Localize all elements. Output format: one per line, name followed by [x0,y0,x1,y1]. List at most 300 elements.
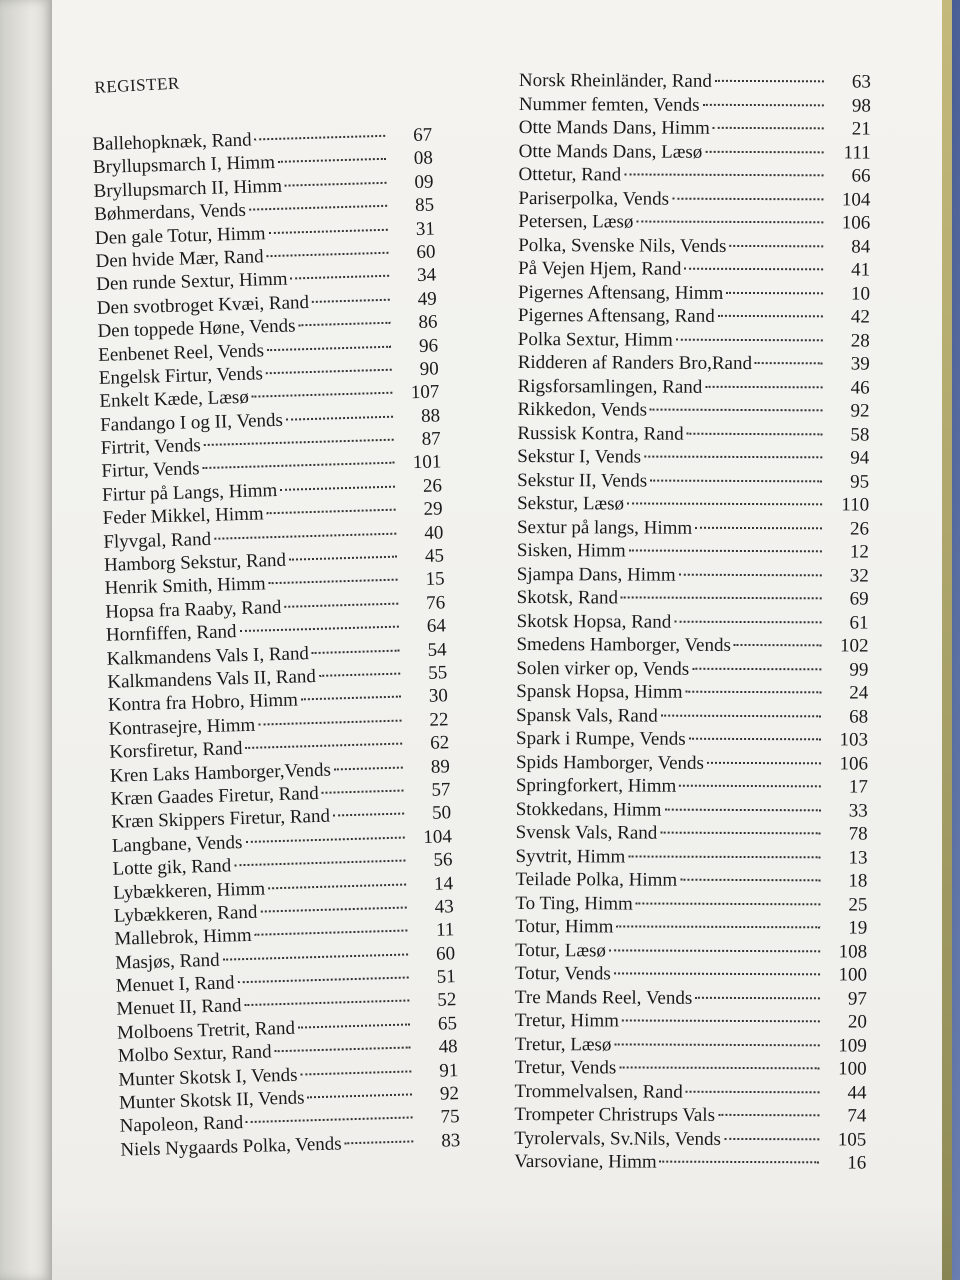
entry-page-number: 62 [429,732,450,754]
entry-page-number: 109 [838,1034,867,1057]
entry-title: Den svotbroget Kvæi, Rand [96,291,310,319]
entry-title: Tretur, Vends [514,1056,617,1079]
dot-leader [628,855,820,858]
index-entry [514,1126,866,1151]
entry-page-number: 31 [415,218,436,240]
dot-leader [726,291,823,293]
dot-leader [244,1000,409,1007]
index-entry [515,915,867,940]
index-entry [514,1103,866,1128]
entry-title: Mallebrok, Himm [114,925,252,950]
entry-page-number: 43 [434,896,455,918]
entry-title: Spansk Vals, Rand [516,704,658,727]
dot-leader [624,173,823,176]
entry-page-number: 101 [412,451,442,474]
entry-title: Kren Laks Hamborger,Vends [109,759,332,787]
entry-title: Smedens Hamborger, Vends [516,633,731,656]
entry-title: Totur, Himm [515,915,614,938]
dot-leader [203,462,395,469]
dot-leader [249,205,387,211]
entry-page-number: 13 [848,846,868,869]
dot-leader [644,456,822,459]
entry-title: Hamborg Sekstur, Rand [103,549,287,576]
entry-title: Nummer femten, Vends [518,93,700,116]
index-entry [518,304,870,329]
entry-title: Henrik Smith, Himm [104,573,266,600]
index-entry [514,1079,866,1104]
entry-title: Skotsk Hopsa, Rand [516,610,672,633]
index-entry [517,468,869,493]
entry-title: Korsfiretur, Rand [109,738,243,763]
entry-title: Molbo Sextur, Rand [117,1041,272,1067]
entry-page-number: 86 [418,311,438,334]
dot-leader [702,103,823,106]
dot-leader [252,392,393,398]
dot-leader [334,766,403,770]
dot-leader [268,228,387,233]
entry-title: Norsk Rheinländer, Rand [518,69,712,92]
index-entry [516,656,868,681]
entry-title: Skotsk, Rand [516,586,619,609]
entry-title: Kalkmandens Vals I, Rand [106,642,310,670]
entry-page-number: 98 [851,94,871,117]
entry-page-number: 56 [433,849,453,871]
entry-page-number: 99 [849,658,869,681]
entry-title: Sextur på langs, Himm [516,516,693,539]
index-entry [517,609,869,634]
register-heading: REGISTER [94,73,181,97]
entry-page-number: 17 [848,776,868,798]
entry-title: Engelsk Firtur, Vends [98,363,264,389]
entry-page-number: 12 [849,541,869,563]
entry-title: Molboens Tretrit, Rand [116,1017,296,1044]
entry-title: Munter Skotsk II, Vends [118,1087,305,1114]
entry-page-number: 104 [422,825,453,848]
entry-title: Den runde Sextur, Himm [95,268,288,296]
dot-leader [705,150,823,153]
dot-leader [298,322,390,327]
entry-title: Flyvgal, Rand [103,528,212,553]
index-entry [516,797,868,822]
entry-title: Polka Sextur, Himm [517,328,673,351]
entry-title: Varsoviane, Himm [514,1150,657,1173]
dot-leader [718,1114,819,1116]
entry-title: Feder Mikkel, Himm [102,503,264,530]
entry-title: Solen virker op, Vends [516,657,690,680]
dot-leader [705,385,822,388]
entry-title: Ridderen af Randers Bro,Rand [517,351,753,375]
dot-leader [234,860,405,867]
dot-leader [674,620,821,623]
dot-leader [695,526,822,529]
entry-title: Den hvide Mær, Rand [95,246,264,272]
entry-page-number: 61 [849,611,869,634]
dot-leader [322,789,404,793]
entry-page-number: 67 [412,124,433,147]
entry-title: Fandango I og II, Vends [99,409,284,436]
entry-title: Sisken, Himm [516,539,626,562]
dot-leader [312,649,400,653]
entry-page-number: 51 [436,966,456,988]
entry-title: Tretur, Himm [514,1009,620,1032]
index-entry [517,515,869,540]
entry-title: Springforkert, Himm [515,774,677,797]
entry-page-number: 65 [437,1013,458,1035]
dot-leader [718,315,823,317]
entry-page-number: 18 [848,870,868,892]
entry-title: Spansk Hopsa, Himm [516,680,683,703]
dot-leader [278,158,386,163]
index-entry [516,774,868,799]
entry-title: Totur, Læsø [515,939,607,961]
index-entry [518,210,870,235]
entry-title: Kontra fra Hobro, Himm [107,689,299,717]
dot-leader [319,673,400,677]
entry-page-number: 57 [431,779,451,801]
dot-leader [609,949,820,952]
dot-leader [333,813,404,817]
entry-page-number: 68 [849,705,869,728]
entry-title: Syvtrit, Himm [515,845,626,867]
entry-page-number: 85 [414,194,435,217]
dot-leader [622,1019,820,1022]
dot-leader [255,135,386,141]
dot-leader [239,626,398,632]
dot-leader [245,743,402,749]
entry-page-number: 14 [433,872,454,895]
entry-page-number: 40 [424,521,444,544]
entry-page-number: 55 [427,662,448,684]
dot-leader [679,785,821,788]
dot-leader [724,1137,819,1139]
index-entry [516,727,868,752]
entry-title: Firtrit, Vends [100,435,202,459]
entry-page-number: 111 [843,141,871,164]
entry-page-number: 58 [850,423,870,446]
entry-page-number: 104 [841,188,871,211]
index-entry [516,680,868,705]
index-column-right [514,69,871,1175]
entry-page-number: 110 [841,494,870,516]
entry-title: Petersen, Læsø [518,210,634,233]
index-entry [519,139,871,164]
dot-leader [695,996,820,999]
entry-title: Spids Hamborger, Vends [515,751,705,774]
dot-leader [689,738,821,741]
dot-leader [650,409,823,412]
dot-leader [686,1090,820,1093]
entry-page-number: 75 [440,1106,460,1129]
entry-page-number: 66 [851,165,871,187]
entry-page-number: 30 [428,685,449,708]
entry-title: Langbane, Vends [111,831,243,857]
dot-leader [672,197,823,200]
entry-page-number: 100 [838,1058,867,1080]
dot-leader [713,127,824,129]
entry-title: Niels Nygaards Polka, Vends [120,1133,342,1161]
entry-title: Bryllupsmarch II, Himm [93,175,283,202]
entry-title: Trompeter Christrups Vals [514,1103,716,1126]
entry-title: Kræn Skippers Firetur, Rand [110,805,331,834]
entry-page-number: 45 [424,545,445,567]
entry-page-number: 83 [440,1129,461,1152]
entry-title: Tyrolervals, Sv.Nils, Vends [514,1127,721,1150]
index-entry [518,233,870,258]
dot-leader [707,761,821,763]
index-entry [515,1032,867,1057]
dot-leader [614,972,820,975]
dot-leader [729,244,823,246]
entry-page-number: 26 [422,475,443,497]
entry-page-number: 106 [839,752,869,775]
dot-leader [676,338,823,341]
dot-leader [616,925,820,928]
entry-page-number: 88 [420,405,441,427]
index-entry [514,1150,866,1175]
dot-leader [686,691,822,694]
dot-leader [312,298,390,302]
index-entry [518,257,870,282]
entry-page-number: 10 [850,282,871,305]
dot-leader [636,221,823,224]
index-entry [516,750,868,775]
entry-title: Svensk Vals, Rand [515,821,658,844]
entry-title: Totur, Vends [515,962,611,985]
book-binding [0,0,58,1280]
entry-page-number: 29 [423,498,443,521]
entry-title: Trommelvalsen, Rand [514,1080,683,1103]
entry-page-number: 108 [838,940,868,963]
dot-leader [307,1093,412,1098]
entry-page-number: 69 [849,588,869,610]
entry-page-number: 44 [847,1081,867,1104]
index-entry [517,445,869,470]
dot-leader [245,836,404,842]
dot-leader [614,1043,819,1046]
entry-title: Lotte gik, Rand [112,855,232,880]
entry-page-number: 92 [439,1083,460,1105]
entry-page-number: 42 [850,306,870,328]
entry-page-number: 52 [437,989,457,1012]
index-entry [515,891,867,916]
entry-title: Tre Mands Reel, Vends [514,986,693,1009]
index-entry [517,562,869,587]
entry-title: Lybækkeren, Himm [112,877,266,904]
dot-leader [679,573,822,576]
entry-title: Sekstur I, Vends [517,445,642,468]
index-entry [519,69,871,94]
entry-page-number: 102 [839,635,869,657]
entry-page-number: 97 [847,987,867,1010]
dot-leader [300,1070,411,1075]
dot-leader [660,1161,820,1164]
entry-page-number: 08 [413,147,434,170]
entry-page-number: 74 [847,1105,867,1127]
entry-page-number: 34 [416,264,437,287]
entry-page-number: 78 [848,823,868,845]
entry-title: Sjampa Dans, Himm [516,563,676,586]
entry-title: Spark i Rumpe, Vends [516,727,686,750]
entry-title: Otte Mands Dans, Himm [518,116,710,139]
entry-page-number: 26 [849,517,870,540]
dot-leader [267,509,396,515]
dot-leader [258,719,401,725]
dot-leader [284,602,398,607]
index-entry [515,1056,867,1081]
entry-page-number: 33 [848,799,868,822]
entry-page-number: 24 [849,682,869,704]
entry-title: Polka, Svenske Nils, Vends [518,234,727,257]
index-entry [518,163,870,188]
entry-title: To Ting, Himm [515,892,633,915]
index-entry [518,280,870,305]
dot-leader [661,714,821,717]
entry-title: Otte Mands Dans, Læsø [518,140,703,163]
index-entry [515,868,867,893]
entry-page-number: 63 [851,71,871,93]
index-entry [518,351,870,376]
entry-title: Teilade Polka, Himm [515,868,678,891]
entry-title: Ottetur, Rand [518,163,622,186]
index-entry [518,327,870,352]
index-entry [515,962,867,987]
index-entry [516,844,868,869]
dot-leader [268,883,406,889]
entry-page-number: 89 [430,755,451,778]
index-entry [517,586,869,611]
index-entry [518,374,870,399]
entry-title: Stokkedans, Himm [515,798,662,821]
entry-page-number: 94 [850,447,870,469]
entry-page-number: 60 [416,241,436,263]
dot-leader [692,667,821,670]
entry-title: Ballehopknæk, Rand [92,129,252,155]
entry-title: Rikkedon, Vends [517,398,648,421]
entry-title: Hornfiffen, Rand [105,621,237,647]
entry-page-number: 16 [847,1152,867,1174]
dot-leader [755,362,823,364]
entry-page-number: 76 [425,592,446,614]
dot-leader [223,953,408,960]
dot-leader [290,275,389,280]
dot-leader [664,808,820,811]
entry-page-number: 90 [419,358,440,380]
dot-leader [301,696,401,701]
entry-title: Kræn Gaades Firetur, Rand [110,782,320,810]
dot-leader [269,579,398,585]
index-entry [515,1009,867,1034]
entry-title: Menuet II, Rand [116,995,242,1021]
dot-leader [660,832,820,835]
dot-leader [214,532,396,539]
entry-page-number: 105 [837,1128,867,1151]
dot-leader [345,1140,414,1144]
dot-leader [266,369,392,375]
dot-leader [684,268,823,271]
dot-leader [650,479,822,482]
entry-title: Hopsa fra Raaby, Rand [105,596,282,623]
entry-page-number: 48 [438,1036,458,1058]
entry-page-number: 107 [410,381,440,404]
index-entry [519,92,871,117]
dot-leader [621,596,822,599]
entry-page-number: 11 [435,919,455,941]
dot-leader [289,556,397,561]
dot-leader [636,902,821,905]
entry-page-number: 106 [841,212,871,234]
dot-leader [260,906,406,912]
entry-page-number: 100 [838,964,868,986]
dot-leader [237,977,408,984]
entry-title: Russisk Kontra, Rand [517,422,684,445]
entry-title: Masjøs, Rand [114,949,220,974]
entry-page-number: 103 [839,729,869,751]
index-entry [516,821,868,846]
index-column-left [92,124,461,1162]
dot-leader [715,80,824,82]
index-entry [516,633,868,658]
entry-page-number: 09 [414,171,434,193]
index-entry [518,186,870,211]
entry-title: Munter Skotsk I, Vends [118,1064,298,1091]
index-entry [517,398,869,423]
entry-title: Pigernes Aftensang, Himm [517,281,724,304]
entry-page-number: 39 [850,353,870,375]
index-entry [517,492,869,517]
dot-leader [275,1047,411,1053]
entry-page-number: 96 [418,334,439,357]
index-entry [516,703,868,728]
dot-leader [680,879,820,882]
entry-title: Kontrasejre, Himm [108,714,256,740]
entry-page-number: 25 [848,893,868,916]
entry-title: Menuet I, Rand [115,972,235,997]
entry-title: Napoleon, Rand [119,1112,244,1138]
entry-title: Bøhmerdans, Vends [93,199,247,226]
dot-leader [687,432,823,435]
dot-leader [734,644,822,646]
entry-title: Pariserpolka, Vends [518,187,670,210]
index-entry [515,985,867,1010]
index-entry [515,938,867,963]
entry-page-number: 54 [427,638,447,661]
entry-title: Lybækkeren, Rand [113,901,258,927]
dot-leader [286,415,393,420]
entry-title: Tretur, Læsø [514,1033,612,1055]
dot-leader [267,252,389,257]
entry-title: Pigernes Aftensang, Rand [517,304,715,327]
entry-title: Firtur på Langs, Himm [101,479,278,506]
dot-leader [298,1023,410,1028]
page-edge [942,0,952,1280]
entry-page-number: 21 [851,118,871,140]
entry-title: Sekstur II, Vends [517,469,648,492]
entry-page-number: 95 [850,470,870,493]
dot-leader [619,1066,819,1069]
dot-leader [255,930,408,936]
dot-leader [267,345,391,350]
entry-page-number: 28 [850,329,870,352]
entry-page-number: 20 [847,1011,867,1033]
dot-leader [627,502,822,505]
entry-title: På Vejen Hjem, Rand [518,257,682,280]
entry-page-number: 49 [417,288,438,310]
index-entry [517,421,869,446]
entry-title: Eenbenet Reel, Vends [97,339,265,366]
entry-title: Enkelt Kæde, Læsø [99,387,250,413]
entry-page-number: 84 [851,235,871,258]
entry-page-number: 22 [429,709,449,731]
